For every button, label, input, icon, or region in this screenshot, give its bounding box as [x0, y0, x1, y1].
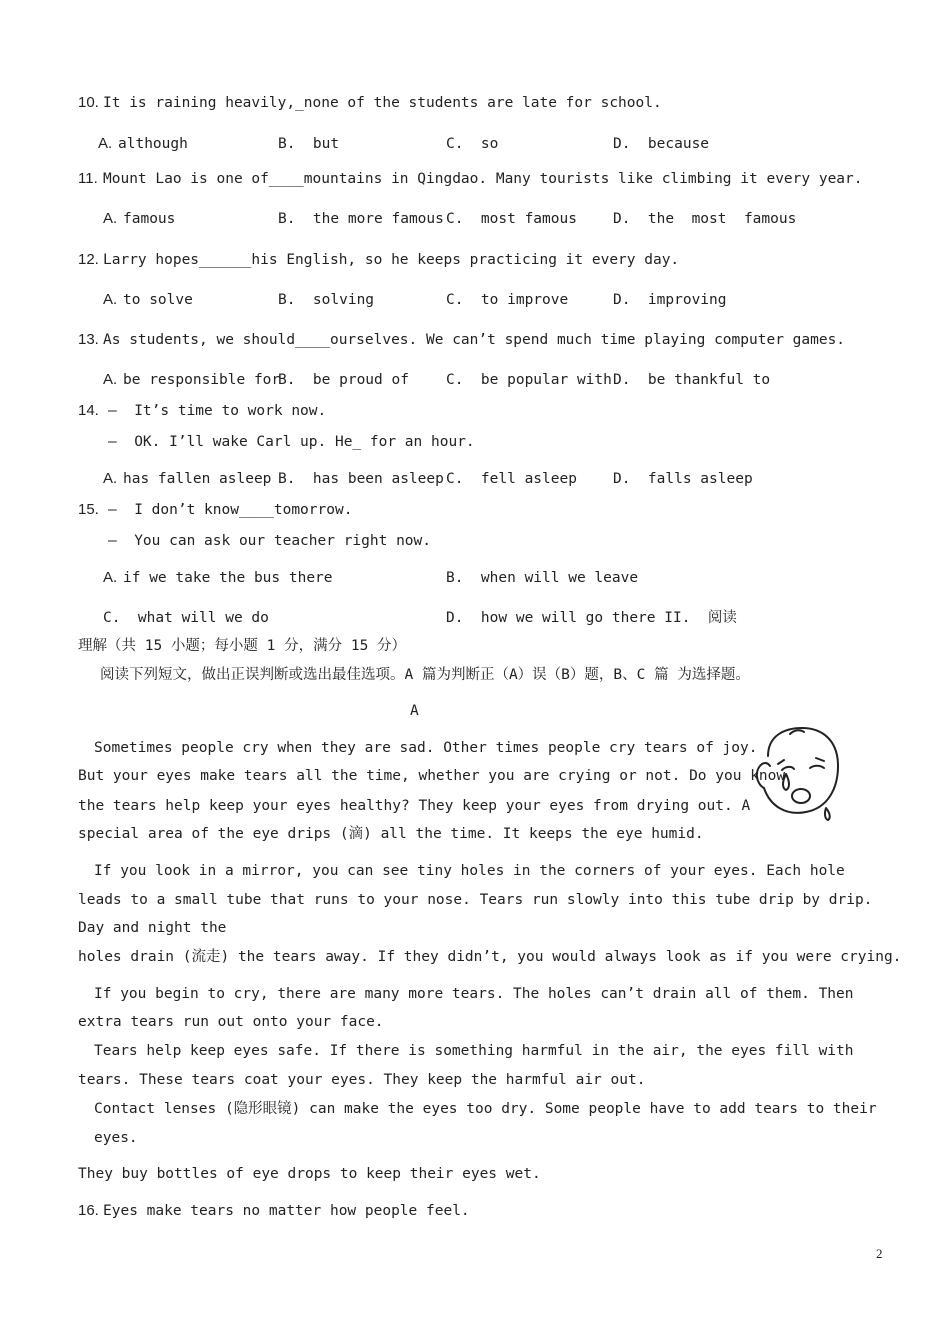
- option-c: C. fell asleep: [446, 471, 577, 487]
- question-number: 10.: [78, 94, 99, 111]
- question-number: 15.: [78, 501, 99, 518]
- option-d: D. falls asleep: [613, 471, 753, 487]
- question-stem: As students, we should____ourselves. We can’t spend much time playing computer games.: [103, 332, 846, 348]
- right-brow: [816, 758, 824, 761]
- passage-line: eyes.: [94, 1130, 138, 1146]
- option-c: C. what will we do: [103, 610, 269, 626]
- passage-line: Contact lenses (隐形眼镜) can make the eyes too dry. Some people have to add tears to their: [94, 1101, 877, 1117]
- option-a: famous: [123, 211, 176, 227]
- passage-line: leads to a small tube that runs to your nose. Tears run slowly into this tube drip by drip.: [78, 892, 873, 908]
- option-c: C. be popular with: [446, 372, 612, 388]
- option-b: B. solving: [278, 292, 375, 308]
- passage-line: They buy bottles of eye drops to keep their eyes wet.: [78, 1166, 541, 1182]
- question-stem: Mount Lao is one of____mountains in Qingdao. Many tourists like climbing it every year.: [103, 171, 863, 187]
- option-a: be responsible for: [123, 372, 281, 388]
- option-b: B. but: [278, 136, 340, 152]
- passage-line: holes drain (流走) the tears away. If they didn’t, you would always look as if you were crying.: [78, 949, 902, 965]
- crying-face-illustration: [754, 724, 842, 828]
- tear-drop-icon: [825, 808, 830, 820]
- ear: [757, 763, 770, 788]
- passage-line: extra tears run out onto your face.: [78, 1014, 384, 1030]
- option-c: C. to improve: [446, 292, 569, 308]
- dialogue-line-2: — You can ask our teacher right now.: [108, 533, 432, 549]
- left-brow: [778, 760, 784, 764]
- option-b: B. the more famous: [278, 211, 444, 227]
- option-a: to solve: [123, 292, 193, 308]
- dialogue-line-2: — OK. I’ll wake Carl up. He_ for an hour.: [108, 434, 475, 450]
- question-number: 16.: [78, 1202, 99, 1219]
- right-eye: [810, 766, 824, 768]
- option-a-letter: A.: [103, 210, 118, 227]
- option-a-letter: A.: [103, 371, 118, 388]
- section-heading: 理解（共 15 小题；每小题 1 分，满分 15 分）: [78, 638, 407, 654]
- page-number: 2: [876, 1246, 883, 1261]
- dialogue-line-1: — It’s time to work now.: [108, 403, 327, 419]
- option-d: D. be thankful to: [613, 372, 771, 388]
- option-a: although: [118, 136, 188, 152]
- option-b: B. has been asleep: [278, 471, 444, 487]
- question-stem: It is raining heavily,_none of the students are late for school.: [103, 95, 662, 111]
- face-outline: [764, 728, 838, 813]
- passage-line: the tears help keep your eyes healthy? They keep your eyes from drying out. A: [78, 798, 751, 814]
- left-eye: [782, 767, 794, 770]
- option-c: C. most famous: [446, 211, 577, 227]
- option-d: D. how we will go there II. 阅读: [446, 610, 737, 626]
- dialogue-line-1: — I don’t know____tomorrow.: [108, 502, 353, 518]
- question-stem: Larry hopes______his English, so he keeps practicing it every day.: [103, 252, 680, 268]
- open-mouth: [792, 789, 810, 803]
- passage-line: If you begin to cry, there are many more tears. The holes can’t drain all of them. Then: [94, 986, 854, 1002]
- option-a-letter: A.: [103, 569, 118, 586]
- question-number: 13.: [78, 331, 99, 348]
- option-d: D. improving: [613, 292, 727, 308]
- passage-line: But your eyes make tears all the time, whether you are crying or not. Do you know: [78, 768, 786, 784]
- hair-curl: [790, 730, 804, 734]
- passage-label: A: [410, 703, 419, 719]
- option-a-letter: A.: [98, 135, 113, 152]
- passage-line: If you look in a mirror, you can see tiny holes in the corners of your eyes. Each hole: [94, 863, 845, 879]
- question-number: 11.: [78, 170, 98, 187]
- passage-line: special area of the eye drips (滴) all the time. It keeps the eye humid.: [78, 826, 704, 842]
- passage-line: Tears help keep eyes safe. If there is something harmful in the air, the eyes fill with: [94, 1043, 854, 1059]
- passage-line: Day and night the: [78, 920, 227, 936]
- question-number: 14.: [78, 402, 99, 419]
- passage-line: Sometimes people cry when they are sad. Other times people cry tears of joy.: [94, 740, 758, 756]
- passage-line: tears. These tears coat your eyes. They keep the harmful air out.: [78, 1072, 646, 1088]
- tear-left-icon: [783, 774, 789, 790]
- option-a-letter: A.: [103, 291, 118, 308]
- option-a-letter: A.: [103, 470, 118, 487]
- option-b: B. be proud of: [278, 372, 409, 388]
- question-number: 12.: [78, 251, 99, 268]
- question-stem: Eyes make tears no matter how people feel.: [103, 1203, 470, 1219]
- section-instructions: 阅读下列短文，做出正误判断或选出最佳选项。A 篇为判断正（A）误（B）题，B、C 篇 为选择题。: [100, 667, 750, 683]
- option-d: D. the most famous: [613, 211, 797, 227]
- option-a: if we take the bus there: [123, 570, 333, 586]
- option-d: D. because: [613, 136, 710, 152]
- option-c: C. so: [446, 136, 499, 152]
- option-a: has fallen asleep: [123, 471, 272, 487]
- option-b: B. when will we leave: [446, 570, 639, 586]
